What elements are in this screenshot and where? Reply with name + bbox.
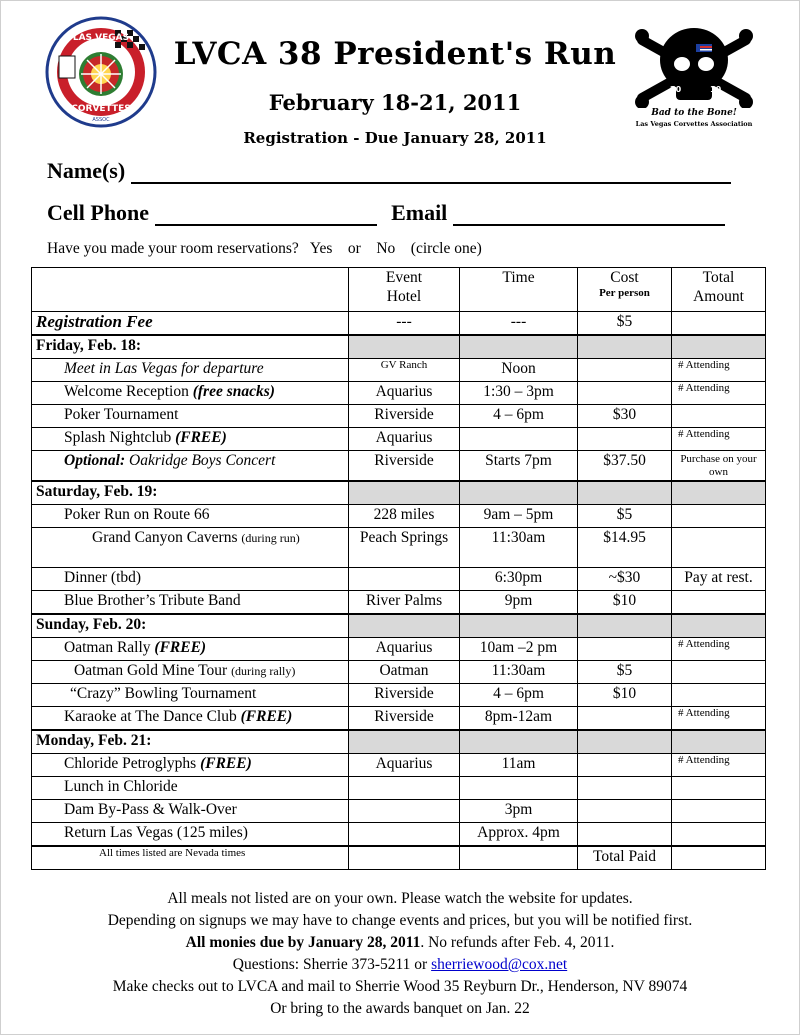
day-heading-friday: Friday, Feb. 18:: [32, 335, 766, 359]
schedule-table: [31, 267, 766, 870]
total-cell[interactable]: [672, 405, 766, 428]
logo-subcaption: Las Vegas Corvettes Association: [635, 120, 753, 128]
table-row: Optional: Oakridge Boys Concert Riverside Starts 7pm $37.50 Purchase on your own: [32, 451, 766, 481]
total-cell[interactable]: [672, 590, 766, 614]
reservation-question: Have you made your room reservations? Yes or No (circle one): [47, 240, 482, 257]
table-row: Welcome Reception (free snacks) Aquarius 1:30 – 3pm # Attending: [32, 382, 766, 405]
total-cell[interactable]: [672, 683, 766, 706]
table-row: Karaoke at The Dance Club (FREE) Riverside 8pm-12am # Attending: [32, 706, 766, 730]
table-row: Meet in Las Vegas for departure GV Ranch Noon # Attending: [32, 359, 766, 382]
total-cell[interactable]: [672, 527, 766, 567]
skull-crossbones-icon: [634, 22, 754, 108]
total-cell[interactable]: # Attending: [672, 706, 766, 730]
roulette-logo-icon: [45, 16, 157, 128]
event-dates: February 18-21, 2011: [268, 90, 522, 115]
table-row: Blue Brother’s Tribute Band River Palms 9pm $10: [32, 590, 766, 614]
total-cell[interactable]: [672, 660, 766, 683]
email-link[interactable]: sherriewood@cox.net: [431, 956, 568, 973]
table-row: Oatman Rally (FREE) Aquarius 10am –2 pm # Attending: [32, 637, 766, 660]
email-label: Email: [391, 200, 448, 225]
svg-text:CORVETTES: CORVETTES: [71, 104, 131, 114]
table-header-row: Event Hotel Time Cost Per person Total Amount: [32, 268, 766, 312]
name-label: Name(s): [47, 158, 126, 183]
total-paid-cell[interactable]: [672, 846, 766, 870]
total-cell[interactable]: Purchase on your own: [672, 451, 766, 481]
cell-phone-label: Cell Phone: [47, 200, 150, 225]
table-row: Splash Nightclub (FREE) Aquarius # Attending: [32, 428, 766, 451]
total-cell[interactable]: [672, 312, 766, 336]
svg-text:ASSOC: ASSOC: [92, 117, 110, 123]
footer-line: Make checks out to LVCA and mail to Sherrie Wood 35 Reyburn Dr., Henderson, NV 89074: [112, 978, 688, 995]
day-heading-monday: Monday, Feb. 21:: [32, 730, 766, 754]
name-input-line[interactable]: [131, 164, 731, 184]
day-heading-sunday: Sunday, Feb. 20:: [32, 614, 766, 638]
svg-text:20: 20: [670, 85, 682, 94]
table-row: Poker Tournament Riverside 4 – 6pm $30: [32, 405, 766, 428]
table-row: Return Las Vegas (125 miles) Approx. 4pm: [32, 822, 766, 846]
total-cell[interactable]: # Attending: [672, 359, 766, 382]
table-row: Chloride Petroglyphs (FREE) Aquarius 11am # Attending: [32, 753, 766, 776]
email-input-line[interactable]: [453, 206, 725, 226]
name-field-row: [47, 158, 731, 184]
table-row: Grand Canyon Caverns (during run) Peach Springs 11:30am $14.95: [32, 527, 766, 567]
contact-field-row: [47, 200, 725, 226]
footer-notes: [20, 888, 780, 1020]
total-cell[interactable]: [672, 776, 766, 799]
logo-caption: Bad to the Bone!: [651, 108, 737, 118]
lvca-logo: [45, 16, 157, 128]
bad-to-the-bone-logo: [634, 22, 754, 134]
table-row: Dinner (tbd) 6:30pm ~$30 Pay at rest.: [32, 567, 766, 590]
total-cell[interactable]: # Attending: [672, 428, 766, 451]
page-title: LVCA 38 President's Run: [173, 36, 617, 72]
total-cell[interactable]: Pay at rest.: [672, 567, 766, 590]
footer-line: Questions: Sherrie 373-5211 or sherriewood@cox.net: [232, 956, 568, 973]
total-cell[interactable]: # Attending: [672, 637, 766, 660]
registration-fee-row: Registration Fee --- --- $5: [32, 312, 766, 336]
total-cell[interactable]: # Attending: [672, 382, 766, 405]
total-cell[interactable]: # Attending: [672, 753, 766, 776]
total-cell[interactable]: [672, 822, 766, 846]
day-heading-saturday: Saturday, Feb. 19:: [32, 481, 766, 505]
table-row: “Crazy” Bowling Tournament Riverside 4 – 6pm $10: [32, 683, 766, 706]
table-row: Oatman Gold Mine Tour (during rally) Oatman 11:30am $5: [32, 660, 766, 683]
cell-phone-input-line[interactable]: [155, 206, 377, 226]
table-row: Lunch in Chloride: [32, 776, 766, 799]
total-paid-label: Total Paid: [578, 846, 672, 870]
total-cell[interactable]: [672, 504, 766, 527]
no-option[interactable]: No: [376, 240, 396, 257]
total-paid-row: All times listed are Nevada times Total Paid: [32, 846, 766, 870]
footer-line: All monies due by January 28, 2011. No refunds after Feb. 4, 2011.: [185, 934, 615, 951]
footer-line: All meals not listed are on your own. Please watch the website for updates.: [167, 890, 633, 907]
footer-line: Depending on signups we may have to change events and prices, but you will be notified first.: [107, 912, 693, 929]
table-row: Dam By-Pass & Walk-Over 3pm: [32, 799, 766, 822]
footer-line: Or bring to the awards banquet on Jan. 22: [270, 1000, 530, 1017]
svg-text:LAS VEGAS: LAS VEGAS: [72, 33, 130, 43]
total-cell[interactable]: [672, 799, 766, 822]
svg-text:10: 10: [710, 85, 722, 94]
yes-option[interactable]: Yes: [309, 240, 333, 257]
registration-due: Registration - Due January 28, 2011: [243, 129, 547, 147]
table-row: Poker Run on Route 66 228 miles 9am – 5pm $5: [32, 504, 766, 527]
